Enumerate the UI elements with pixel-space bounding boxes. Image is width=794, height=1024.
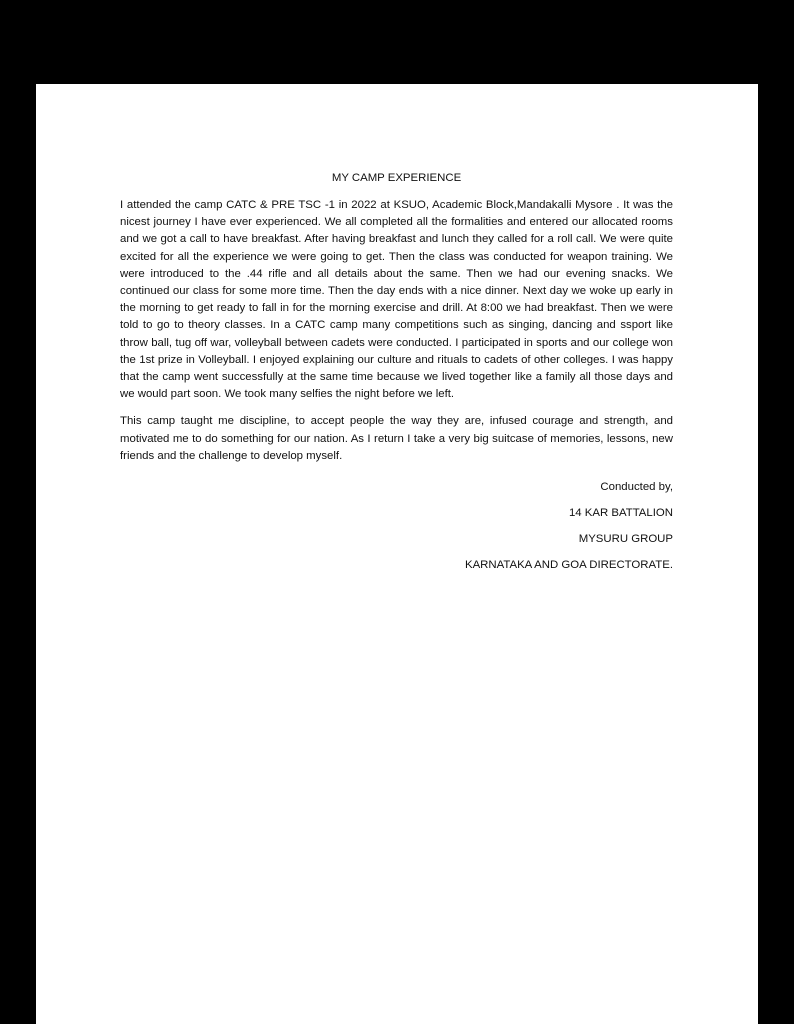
paragraph-camp-reflection: This camp taught me discipline, to accept people the way they are, infused courage and strength, and motivated me to do something for our nation. As I return I take a very big suitcase of memories, lessons, new friends and the challenge to develop myself. — [120, 415, 673, 462]
document-page — [36, 84, 758, 1024]
paragraph-camp-narrative: I attended the camp CATC & PRE TSC -1 in 2022 at KSUO, Academic Block,Mandakalli Mysore . It was the nicest journey I have ever experienced. We all completed all the formalities and entered our allocated rooms and we got a call to have breakfast. After having breakfast and lunch they called for a roll call. We were quite excited for all the experience we were going to get. Then the class was conducted for weapon training. We were introduced to the .44 rifle and all details about the same. Then we had our evening snacks. We continued our class for some more time. Then the day ends with a nice dinner. Next day we woke up early in the morning to get ready to fall in for the morning exercise and drill. At 8:00 we had breakfast. Then we were told to go to theory classes. In a CATC camp many competitions such as singing, dancing and ssport like throw ball, tug off war, volleyball between cadets were conducted. I participated in sports and our college won the 1st prize in Volleyball. I enjoyed explaining our culture and rituals to cadets of other colleges. I was happy that the camp went successfully at the same time because we lived together like a family all those days and we would part soon. We took many selfies the night before we left. — [120, 199, 673, 401]
signature-battalion: 14 KAR BATTALION — [568, 507, 673, 520]
signature-directorate: KARNATAKA AND GOA DIRECTORATE. — [464, 559, 673, 572]
signature-block — [120, 479, 673, 574]
signature-conducted-by: Conducted by, — [600, 481, 673, 494]
page-title: MY CAMP EXPERIENCE — [331, 172, 462, 184]
signature-group: MYSURU GROUP — [578, 533, 673, 546]
document-content — [120, 170, 673, 583]
